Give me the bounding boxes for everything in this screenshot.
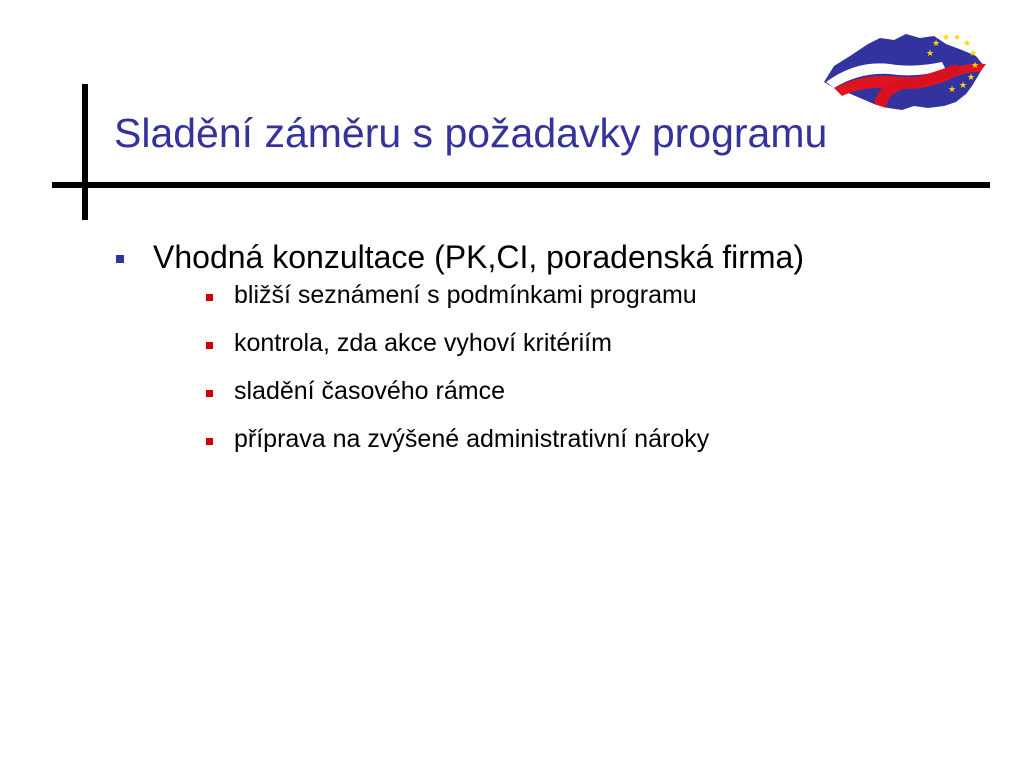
svg-text:★: ★ <box>969 49 978 59</box>
sub-bullet-text: příprava na zvýšené administrativní nároky <box>234 425 710 453</box>
svg-text:★: ★ <box>971 61 980 71</box>
sub-bullet-text: kontrola, zda akce vyhoví kritériím <box>234 329 612 357</box>
sub-bullet-square-icon <box>206 342 213 349</box>
sub-bullet-square-icon <box>206 294 213 301</box>
sub-bullet-text: sladění časového rámce <box>234 377 505 405</box>
bullet-list <box>116 236 804 472</box>
sub-bullet-item <box>153 424 804 455</box>
bullet-item <box>116 236 804 455</box>
sub-bullet-text: bližší seznámení s podmínkami programu <box>234 281 697 309</box>
slide-title: Sladění záměru s požadavky programu <box>114 110 828 156</box>
czech-map-eu-flag-logo-icon <box>816 26 994 116</box>
sub-bullet-item <box>153 328 804 359</box>
svg-text:★: ★ <box>953 33 962 43</box>
svg-text:★: ★ <box>948 85 957 95</box>
svg-text:★: ★ <box>967 73 976 83</box>
sub-bullet-square-icon <box>206 438 213 445</box>
svg-text:★: ★ <box>963 39 972 49</box>
horizontal-rule <box>52 182 990 188</box>
sub-bullet-item <box>153 280 804 311</box>
sub-bullet-list <box>153 280 804 455</box>
svg-text:★: ★ <box>926 49 935 59</box>
svg-text:★: ★ <box>932 39 941 49</box>
sub-bullet-item <box>153 376 804 407</box>
svg-text:★: ★ <box>959 81 968 91</box>
vertical-rule <box>82 84 88 220</box>
bullet-text: Vhodná konzultace (PK,CI, poradenská firma) <box>153 239 804 275</box>
svg-text:★: ★ <box>942 33 951 43</box>
sub-bullet-square-icon <box>206 390 213 397</box>
bullet-square-icon <box>116 255 124 263</box>
